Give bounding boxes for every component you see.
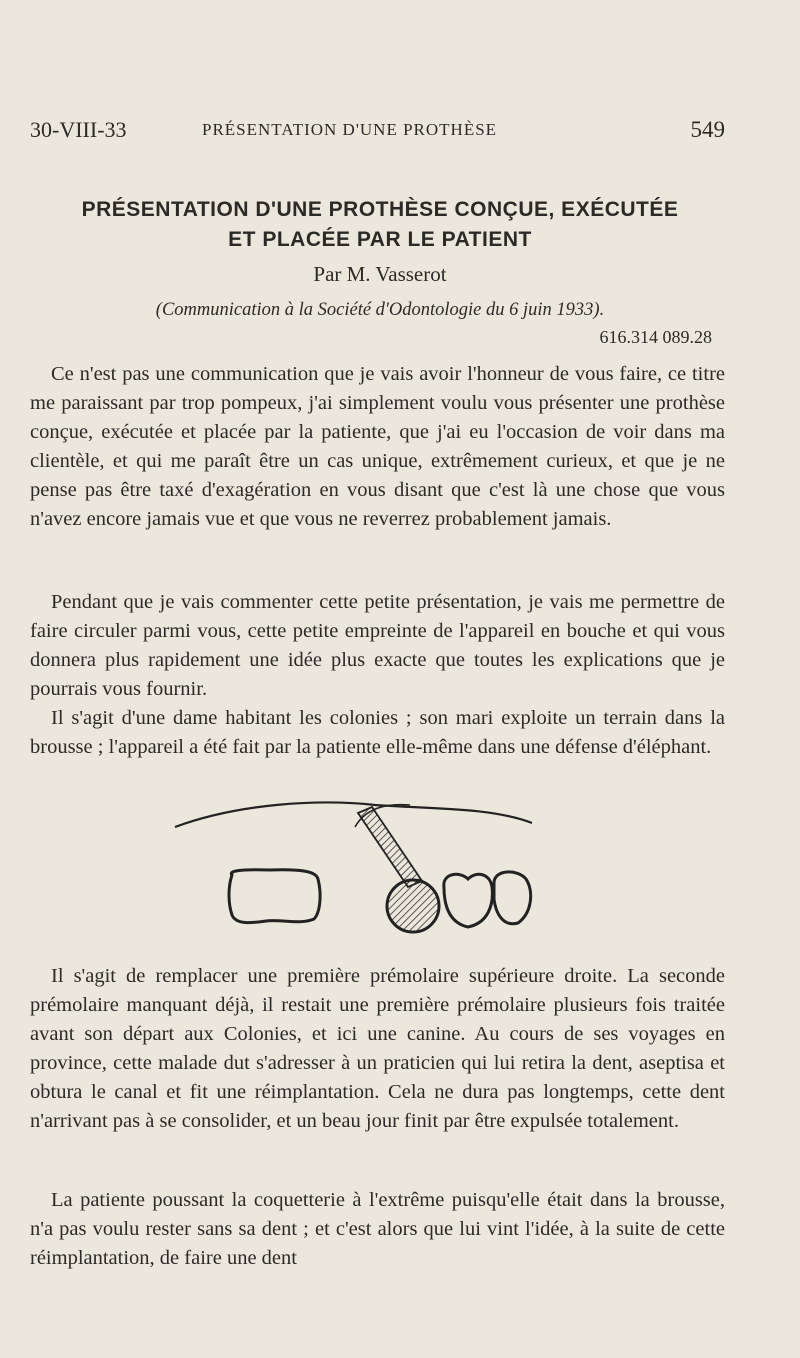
running-title: PRÉSENTATION D'UNE PROTHÈSE xyxy=(202,120,498,139)
paragraph-1: Ce n'est pas une communication que je vais avoir l'honneur de vous faire, ce titre me paraissant par trop pompeux, j'ai simplement voulu vous présenter une prothèse conçue, exécutée et placée par la patiente, que j'ai eu l'occasion de voir dans ma clientèle, et qui me paraît être un cas unique, extrêmement curieux, et que je ne pense pas être taxé d'exagération en vous disant que c'est là une chose que vous n'avez encore jamais vue et que vous ne reverrez probablement jamais. xyxy=(30,363,725,530)
classification-number: 616.314 089.28 xyxy=(599,327,712,347)
article-author: Par M. Vasserot xyxy=(313,262,447,286)
paragraph-2: Pendant que je vais commenter cette petite présentation, je vais me permettre de faire circuler parmi vous, cette petite empreinte de l'appareil en bouche et qui vous donnera plus rapidement une idée plus exacte que toutes les explications que je pourrais vous fournir. xyxy=(30,591,725,700)
ivory-post xyxy=(358,807,422,887)
prosthesis-diagram xyxy=(170,795,540,945)
paragraph-5: La patiente poussant la coquetterie à l'extrême puisqu'elle était dans la brousse, n'a pas voulu rester sans sa dent ; et c'est alors que lui vint l'idée, à la suite de cette réimplantation, de faire une dent xyxy=(30,1189,725,1269)
incisor-tooth xyxy=(494,872,531,924)
issue-date: 30-VIII-33 xyxy=(30,117,127,142)
communication-note: (Communication à la Société d'Odontologie du 6 juin 1933). xyxy=(155,300,605,320)
article-title-line-2: ET PLACÉE PAR LE PATIENT xyxy=(228,228,532,251)
canine-tooth xyxy=(444,874,493,927)
page-number: 549 xyxy=(690,117,725,142)
article-title xyxy=(30,195,730,255)
paragraph-4: Il s'agit de remplacer une première prémolaire supérieure droite. La seconde prémolaire manquant déjà, il restait une première prémolaire plusieurs fois traitée avant son départ aux Colonies, et ici une canine. Au cours de ses voyages en province, cette malade dut s'adresser à un praticien qui lui retira la dent, aseptisa et obtura le canal et fit une réimplantation. Cela ne dura pas longtemps, cette dent n'arrivant pas à se consolider, et un beau jour finit par être expulsée totalement. xyxy=(30,965,725,1132)
artificial-tooth xyxy=(387,880,439,932)
paragraph-3: Il s'agit d'une dame habitant les colonies ; son mari exploite un terrain dans la brousse ; l'appareil a été fait par la patiente elle-même dans une défense d'éléphant. xyxy=(30,707,725,758)
premolar-tooth xyxy=(229,870,320,923)
running-head xyxy=(30,117,725,147)
article-title-line-1: PRÉSENTATION D'UNE PROTHÈSE CONÇUE, EXÉCUTÉE xyxy=(81,198,679,221)
gum-line xyxy=(175,803,532,827)
